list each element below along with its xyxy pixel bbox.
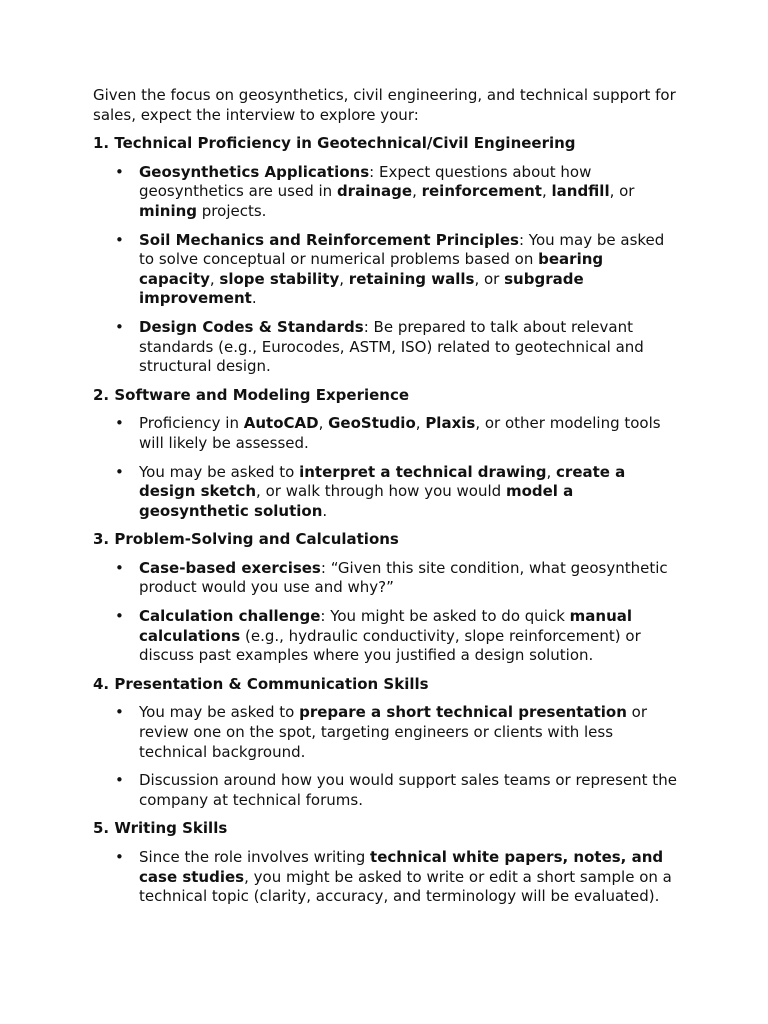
list-item: • Proficiency in AutoCAD, GeoStudio, Plaxis, or other modeling tools will likely be assessed. — [93, 414, 678, 453]
list-item: • Discussion around how you would support sales teams or represent the company at technical forums. — [93, 771, 678, 810]
section-heading: 1. Technical Proficiency in Geotechnical/Civil Engineering — [93, 134, 576, 153]
section-heading: 5. Writing Skills — [93, 819, 228, 838]
bullet-list — [93, 848, 678, 907]
list-item: • Soil Mechanics and Reinforcement Principles: You may be asked to solve conceptual or numerical problems based on bearing capacity, slope stability, retaining walls, or subgrade improvement. — [93, 231, 678, 309]
section-heading: 2. Software and Modeling Experience — [93, 385, 410, 404]
bullet-list — [93, 163, 678, 377]
bullet-list — [93, 414, 678, 521]
list-item: • Geosynthetics Applications: Expect questions about how geosynthetics are used in drainage, reinforcement, landfill, or mining projects. — [93, 163, 678, 222]
list-item: • Case-based exercises: “Given this site condition, what geosynthetic product would you use and why?” — [93, 559, 678, 598]
section-heading: 4. Presentation & Communication Skills — [93, 674, 429, 693]
list-item: • Design Codes & Standards: Be prepared to talk about relevant standards (e.g., Eurocodes, ASTM, ISO) related to geotechnical and structural design. — [93, 318, 678, 377]
bullet-list — [93, 559, 678, 666]
intro-paragraph: Given the focus on geosynthetics, civil engineering, and technical support for sales, expect the interview to explore your: — [93, 86, 676, 124]
list-item: • Calculation challenge: You might be asked to do quick manual calculations (e.g., hydraulic conductivity, slope reinforcement) or discuss past examples where you justified a design solution. — [93, 607, 678, 666]
bullet-list — [93, 703, 678, 810]
list-item: • You may be asked to interpret a technical drawing, create a design sketch, or walk through how you would model a geosynthetic solution. — [93, 463, 678, 522]
list-item: • You may be asked to prepare a short technical presentation or review one on the spot, targeting engineers or clients with less technical background. — [93, 703, 678, 762]
list-item: • Since the role involves writing technical white papers, notes, and case studies, you might be asked to write or edit a short sample on a technical topic (clarity, accuracy, and terminology will be evaluated). — [93, 848, 678, 907]
document-body — [93, 86, 678, 916]
section-heading: 3. Problem-Solving and Calculations — [93, 530, 399, 549]
